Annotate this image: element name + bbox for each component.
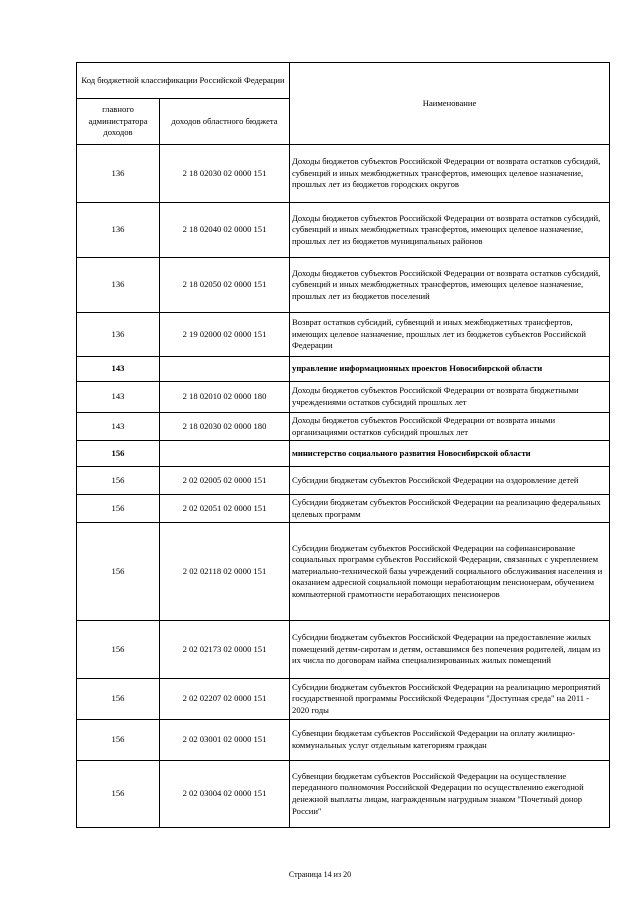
header-income-col: доходов областного бюджета [160, 99, 290, 145]
admin-code-cell: 156 [77, 441, 160, 467]
income-name-cell: управление информационных проектов Новосибирской области [290, 357, 610, 382]
table-row [77, 313, 610, 357]
income-code-cell: 2 18 02030 02 0000 180 [160, 413, 290, 441]
table-row [77, 467, 610, 495]
income-code-cell: 2 19 02000 02 0000 151 [160, 313, 290, 357]
admin-code-cell: 143 [77, 413, 160, 441]
income-name-cell: Доходы бюджетов субъектов Российской Федерации от возврата иными организациями остатков субсидий прошлых лет [290, 413, 610, 441]
header-kbk-title: Код бюджетной классификации Российской Федерации [77, 63, 290, 99]
table-body [77, 145, 610, 828]
income-name-cell: Субсидии бюджетам субъектов Российской Федерации на оздоровление детей [290, 467, 610, 495]
table-row [77, 203, 610, 258]
income-code-cell: 2 02 02005 02 0000 151 [160, 467, 290, 495]
table-header-row [77, 63, 610, 99]
admin-code-cell: 156 [77, 467, 160, 495]
table-row [77, 621, 610, 679]
admin-code-cell: 156 [77, 720, 160, 761]
table-row [77, 382, 610, 413]
income-code-cell: 2 18 02010 02 0000 180 [160, 382, 290, 413]
table-row [77, 679, 610, 720]
admin-code-cell: 143 [77, 382, 160, 413]
admin-code-cell: 156 [77, 621, 160, 679]
income-code-cell: 2 02 03004 02 0000 151 [160, 761, 290, 828]
income-code-table [76, 62, 610, 828]
admin-code-cell: 156 [77, 761, 160, 828]
income-code-cell: 2 18 02030 02 0000 151 [160, 145, 290, 203]
table-row [77, 145, 610, 203]
income-name-cell: Доходы бюджетов субъектов Российской Федерации от возврата остатков субсидий, субвенций и иных межбюджетных трансфертов, имеющих целевое назначение, прошлых лет из бюджетов городских округов [290, 145, 610, 203]
income-code-cell: 2 02 02051 02 0000 151 [160, 495, 290, 523]
income-name-cell: Субвенции бюджетам субъектов Российской Федерации на осуществление переданного полномочия Российской Федерации по осуществлению ежегодной денежной выплаты лицам, награжденным нагрудным знаком "Почетный донор России" [290, 761, 610, 828]
income-name-cell: Субсидии бюджетам субъектов Российской Федерации на реализацию мероприятий государственной программы Российской Федерации "Доступная среда" на 2011 - 2020 годы [290, 679, 610, 720]
income-code-cell: 2 02 02118 02 0000 151 [160, 523, 290, 621]
income-code-cell: 2 02 02207 02 0000 151 [160, 679, 290, 720]
table-row [77, 258, 610, 313]
admin-code-cell: 143 [77, 357, 160, 382]
income-code-cell: 2 18 02040 02 0000 151 [160, 203, 290, 258]
table-row [77, 495, 610, 523]
admin-code-cell: 156 [77, 495, 160, 523]
income-name-cell: Доходы бюджетов субъектов Российской Федерации от возврата бюджетными учреждениями остатков субсидий прошлых лет [290, 382, 610, 413]
admin-code-cell: 156 [77, 679, 160, 720]
income-name-cell: Возврат остатков субсидий, субвенций и иных межбюджетных трансфертов, имеющих целевое назначение, прошлых лет из бюджетов субъектов Российской Федерации [290, 313, 610, 357]
table-row [77, 523, 610, 621]
admin-code-cell: 136 [77, 313, 160, 357]
income-code-table-wrap [76, 62, 609, 828]
header-name-col: Наименование [290, 63, 610, 145]
admin-code-cell: 156 [77, 523, 160, 621]
table-row [77, 357, 610, 382]
table-row [77, 441, 610, 467]
income-name-cell: Субсидии бюджетам субъектов Российской Федерации на предоставление жилых помещений детям-сиротам и детям, оставшимся без попечения родителей, лицам из их числа по договорам найма специализированных жилых помещений [290, 621, 610, 679]
income-name-cell: Субсидии бюджетам субъектов Российской Федерации на реализацию федеральных целевых программ [290, 495, 610, 523]
income-code-cell: 2 02 03001 02 0000 151 [160, 720, 290, 761]
income-code-cell [160, 441, 290, 467]
table-row [77, 413, 610, 441]
header-admin-col: главного администратора доходов [77, 99, 160, 145]
page-number-footer: Страница 14 из 20 [288, 870, 352, 879]
income-name-cell: Субсидии бюджетам субъектов Российской Федерации на софинансирование социальных программ субъектов Российской Федерации, связанных с укреплением материально-технической базы учреждений социального обслуживания населения и оказанием адресной социальной помощи неработающим пенсионерам, обучением компьютерной грамотности неработающих пенсионеров [290, 523, 610, 621]
admin-code-cell: 136 [77, 258, 160, 313]
income-name-cell: Субвенции бюджетам субъектов Российской Федерации на оплату жилищно-коммунальных услуг отдельным категориям граждан [290, 720, 610, 761]
income-code-cell: 2 18 02050 02 0000 151 [160, 258, 290, 313]
admin-code-cell: 136 [77, 145, 160, 203]
income-code-cell [160, 357, 290, 382]
income-code-cell: 2 02 02173 02 0000 151 [160, 621, 290, 679]
income-name-cell: Доходы бюджетов субъектов Российской Федерации от возврата остатков субсидий, субвенций и иных межбюджетных трансфертов, имеющих целевое назначение, прошлых лет из бюджетов поселений [290, 258, 610, 313]
income-name-cell: Доходы бюджетов субъектов Российской Федерации от возврата остатков субсидий, субвенций и иных межбюджетных трансфертов, имеющих целевое назначение, прошлых лет из бюджетов муниципальных районов [290, 203, 610, 258]
admin-code-cell: 136 [77, 203, 160, 258]
table-row [77, 720, 610, 761]
income-name-cell: министерство социального развития Новосибирской области [290, 441, 610, 467]
table-row [77, 761, 610, 828]
